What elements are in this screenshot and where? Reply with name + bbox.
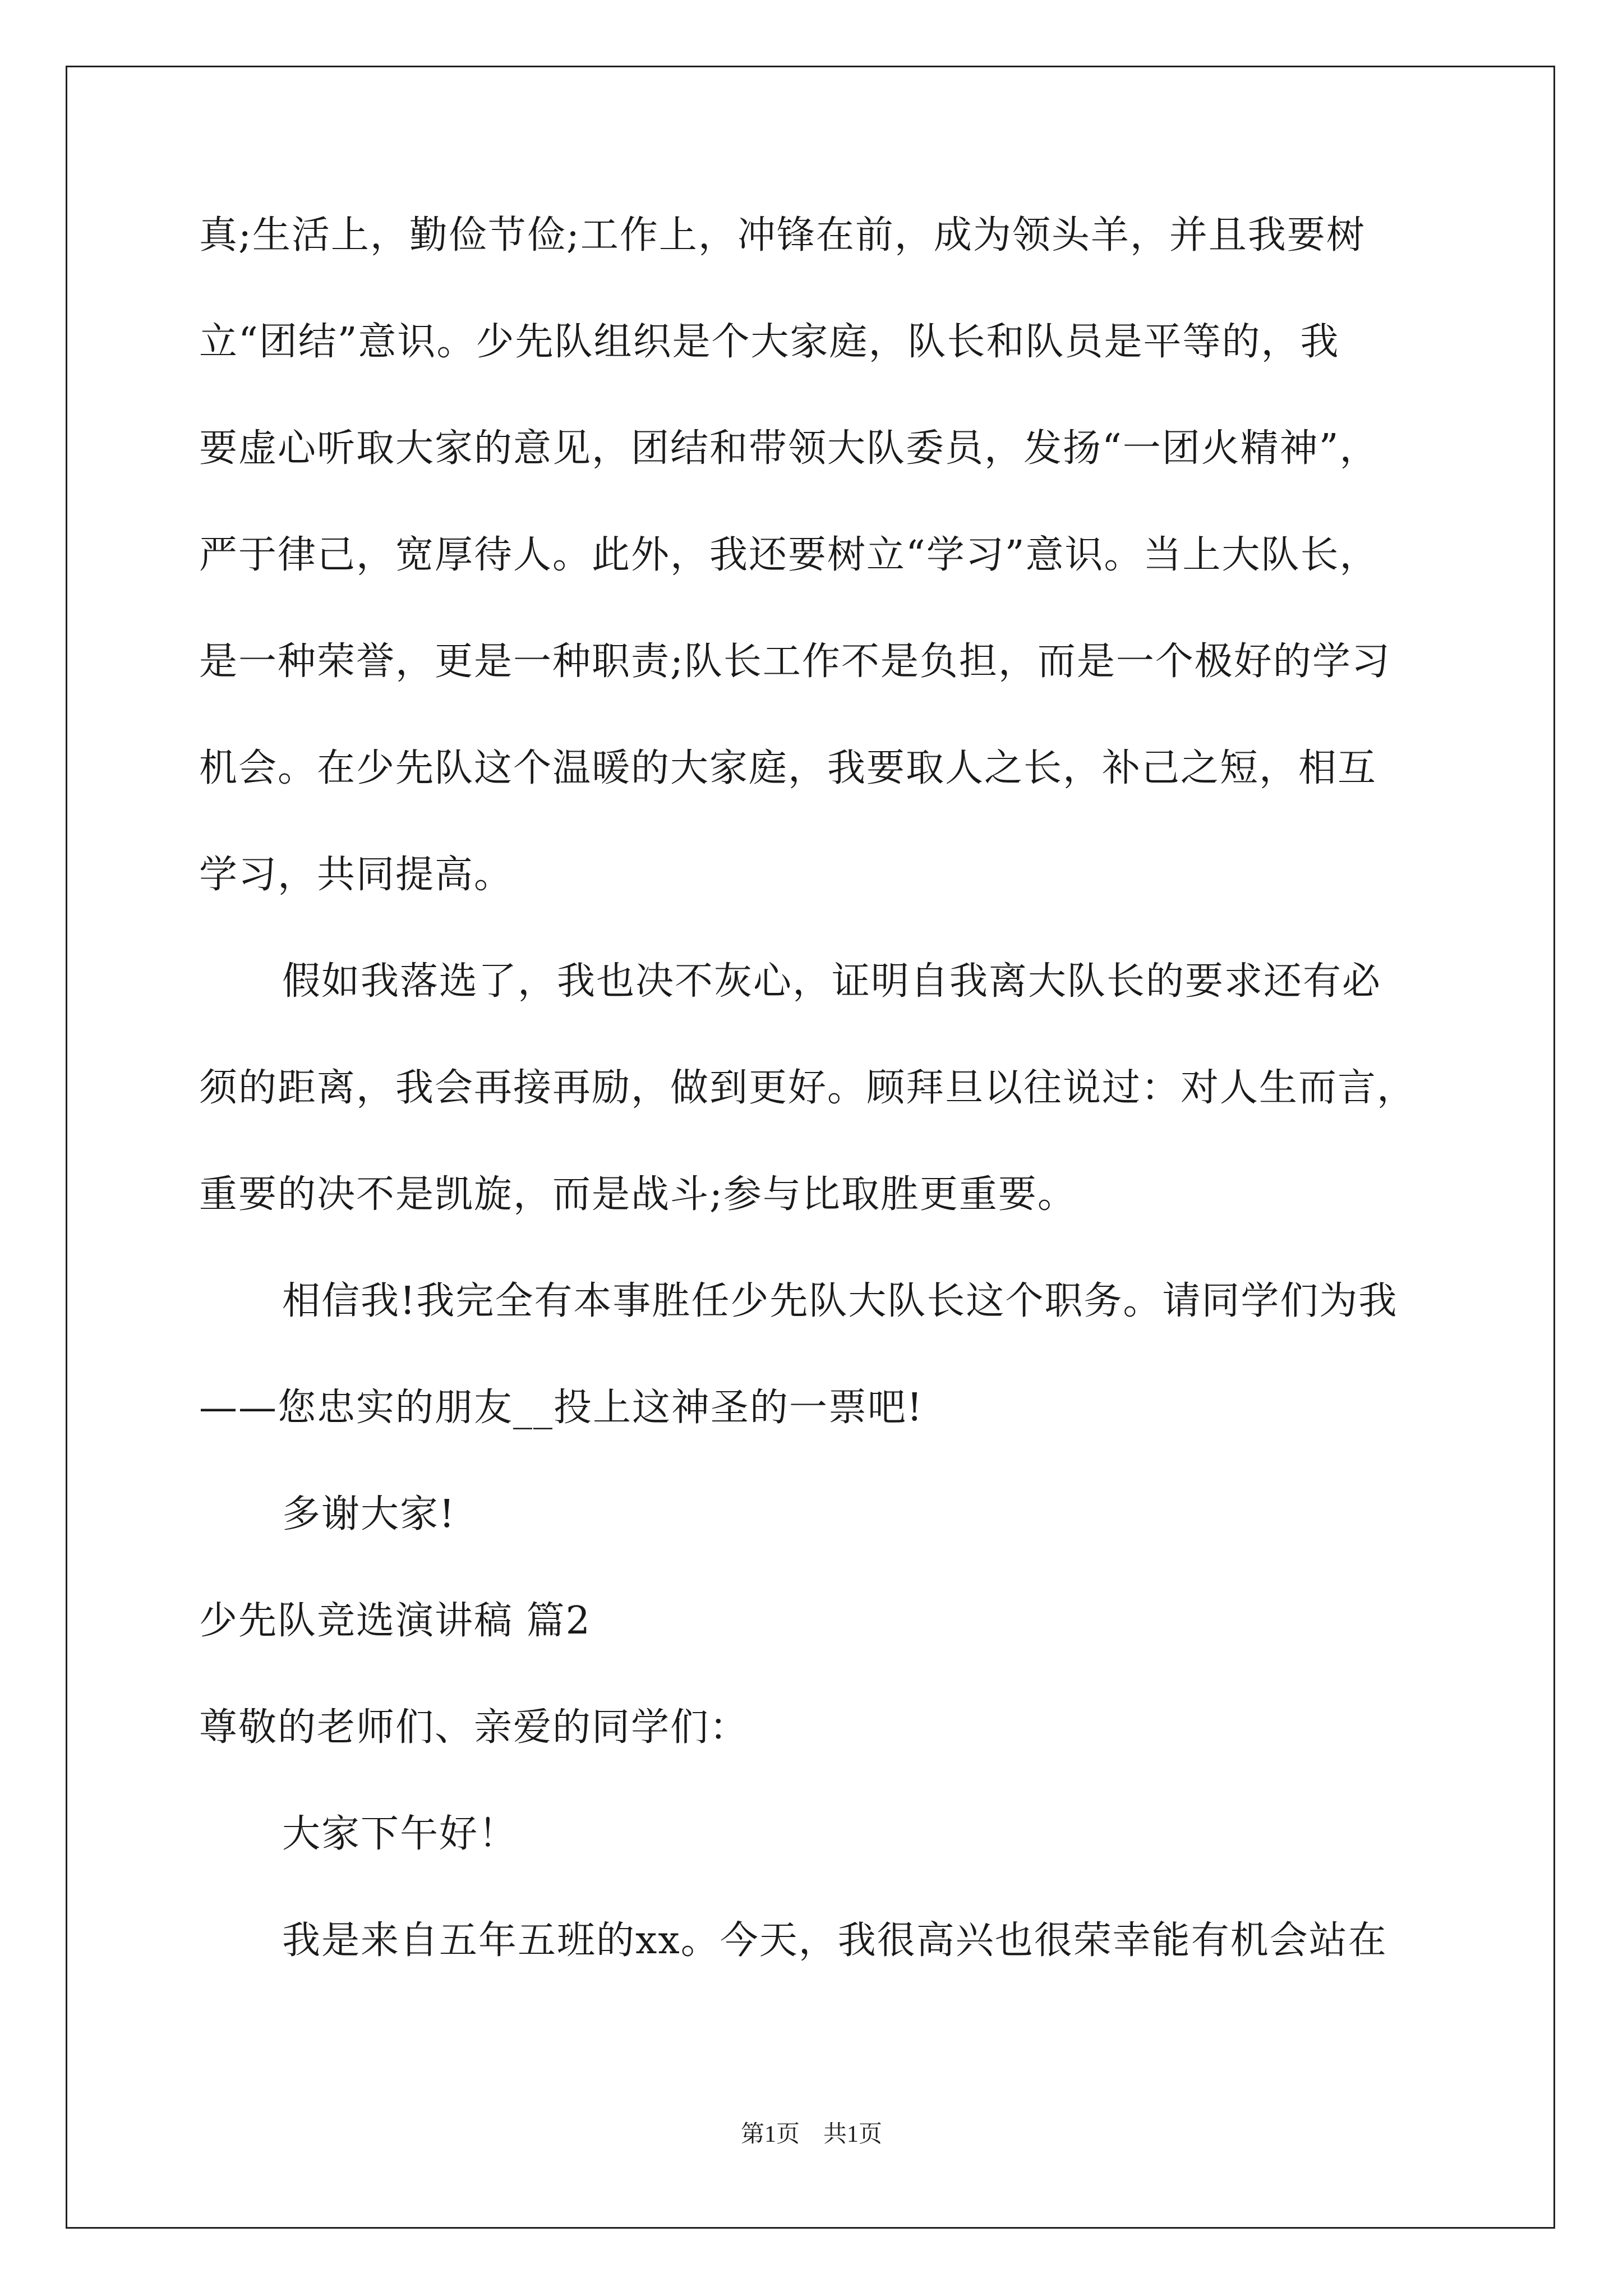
page-number-footer: 第1页 共1页 <box>740 2122 882 2147</box>
greeting-line: 大家下午好！ <box>282 1812 518 1856</box>
section-heading: 少先队竞选演讲稿 篇2 <box>199 1599 591 1643</box>
text-line: 须的距离，我会再接再励，做到更好。顾拜旦以往说过：对人生而言， <box>199 1066 1417 1110</box>
text-line: 是一种荣誉，更是一种职责;队长工作不是负担，而是一个极好的学习 <box>199 639 1391 684</box>
salutation: 尊敬的老师们、亲爱的同学们： <box>199 1705 749 1750</box>
paragraph-start-line: 我是来自五年五班的xx。今天，我很高兴也很荣幸能有机会站在 <box>282 1918 1387 1963</box>
text-line: ——您忠实的朋友__投上这神圣的一票吧! <box>199 1386 924 1430</box>
page-border <box>66 66 1555 2229</box>
text-line: 要虚心听取大家的意见，团结和带领大队委员，发扬“一团火精神”， <box>199 426 1379 471</box>
paragraph-start-line: 假如我落选了，我也决不灰心，证明自我离大队长的要求还有必 <box>282 959 1382 1004</box>
text-line: 重要的决不是凯旋，而是战斗;参与比取胜更重要。 <box>199 1172 1077 1217</box>
paragraph-start-line: 相信我!我完全有本事胜任少先队大队长这个职务。请同学们为我 <box>282 1279 1398 1323</box>
text-line: 立“团结”意识。少先队组织是个大家庭，队长和队员是平等的，我 <box>199 320 1340 364</box>
closing-line: 多谢大家! <box>282 1492 456 1536</box>
text-line: 严于律己，宽厚待人。此外，我还要树立“学习”意识。当上大队长， <box>199 533 1379 577</box>
text-line: 真;生活上，勤俭节俭;工作上，冲锋在前，成为领头羊，并且我要树 <box>199 213 1366 257</box>
text-line: 学习，共同提高。 <box>199 853 514 897</box>
text-line: 机会。在少先队这个温暖的大家庭，我要取人之长，补己之短，相互 <box>199 746 1377 790</box>
